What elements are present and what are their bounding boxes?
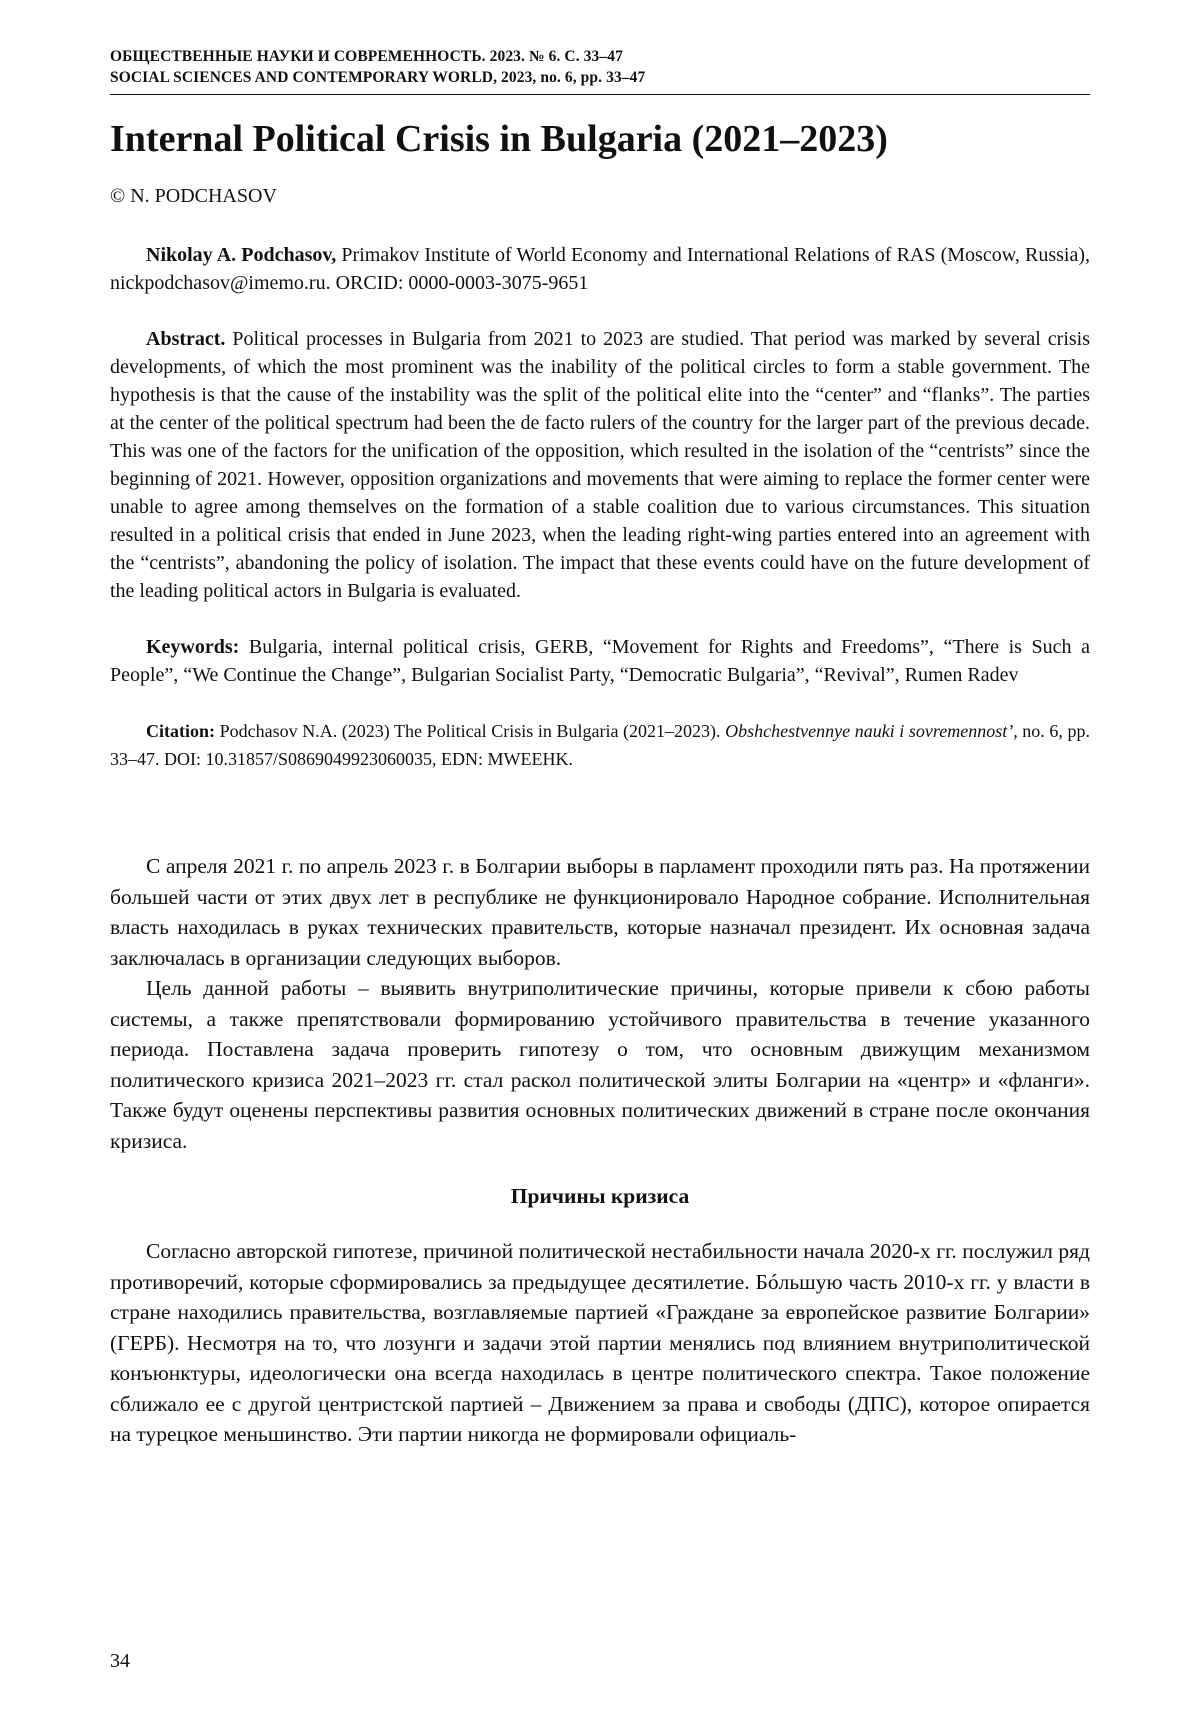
keywords-text: Bulgaria, internal political crisis, GERB, “Movement for Rights and Freedoms”, “There is Such a People”, “We Continue the Change”, Bulgarian Socialist Party, “Democratic Bulgaria”, “Revival”, Rumen Radev <box>110 636 1090 686</box>
citation-journal: Obshchestvennye nauki i sovremennost’, <box>725 721 1018 741</box>
author-info <box>110 241 1090 297</box>
section-title: Причины кризиса <box>510 1184 690 1208</box>
journal-header-en: SOCIAL SCIENCES AND CONTEMPORARY WORLD, 2023, no. 6, pp. 33–47 <box>110 69 646 86</box>
page-number: 34 <box>110 1650 130 1672</box>
citation-text-before: Podchasov N.A. (2023) The Political Crisis in Bulgaria (2021–2023). <box>215 721 726 741</box>
citation-text-after: no. 6, pp. 33–47. DOI: 10.31857/S0869049923060035, EDN: MWEEHK. <box>110 721 1091 769</box>
journal-header <box>110 46 1090 88</box>
header-rule <box>110 94 1090 95</box>
copyright-line: © N. PODCHASOV <box>110 185 277 207</box>
article-title: Internal Political Crisis in Bulgaria (2021–2023) <box>110 118 888 160</box>
abstract-text: Political processes in Bulgaria from 2021 to 2023 are studied. That period was marked by several crisis developments, of which the most prominent was the inability of the political circles to form a stable government. The hypothesis is that the cause of the instability was the split of the political elite into the “center” and “flanks”. The parties at the center of the political spectrum had been the de facto rulers of the country for the larger part of the previous decade. This was one of the factors for the unification of the opposition, which resulted in the isolation of the “centrists” since the beginning of 2021. However, opposition organizations and movements that were aiming to replace the former center were unable to agree among themselves on the formation of a stable coalition due to various circumstances. This situation resulted in a political crisis that ended in June 2023, when the leading right-wing parties entered into an agreement with the “centrists”, abandoning the policy of isolation. The impact that these events could have on the future development of the leading political actors in Bulgaria is evaluated. <box>110 328 1090 602</box>
abstract <box>110 325 1090 605</box>
author-affiliation: Primakov Institute of World Economy and International Relations of RAS (Moscow, Russia), nickpodchasov@imemo.ru. ORCID: 0000-0003-3075-9651 <box>110 244 1090 294</box>
author-name: Nikolay A. Podchasov, <box>146 244 337 266</box>
keywords-label: Keywords: <box>146 636 240 658</box>
citation <box>110 717 1090 773</box>
keywords <box>110 633 1090 689</box>
citation-label: Citation: <box>146 721 215 741</box>
body-paragraph-2: Цель данной работы – выявить внутриполитические причины, которые привели к сбою работы системы, а также препятствовали формированию устойчивого правительства в течение указанного периода. Поставлена задача проверить гипотезу о том, что основным движущим механизмом политического кризиса 2021–2023 гг. стал раскол политической элиты Болгарии на «центр» и «фланги». Также будут оценены перспективы развития основных политических движений в стране после окончания кризиса. <box>110 976 1090 1153</box>
body-paragraph-3: Согласно авторской гипотезе, причиной политической нестабильности начала 2020-х гг. послужил ряд противоречий, которые сформировались за предыдущее десятилетие. Бóльшую часть 2010-х гг. у власти в стране находились правительства, возглавляемые партией «Граждане за европейское развитие Болгарии» (ГЕРБ). Несмотря на то, что лозунги и задачи этой партии менялись под влиянием внутриполитической конъюнктуры, идеологически она всегда находилась в центре политического спектра. Такое положение сближало ее с другой центристской партией – Движением за права и свободы (ДПС), которое опирается на турецкое меньшинство. Эти партии никогда не формировали официаль- <box>110 1239 1090 1446</box>
journal-header-ru: ОБЩЕСТВЕННЫЕ НАУКИ И СОВРЕМЕННОСТЬ. 2023. № 6. С. 33–47 <box>110 48 623 65</box>
abstract-label: Abstract. <box>146 328 226 350</box>
body-paragraph-1: С апреля 2021 г. по апрель 2023 г. в Болгарии выборы в парламент проходили пять раз. На протяжении большей части от этих двух лет в республике не функционировало Народное собрание. Исполнительная власть находилась в руках технических правительств, которые назначал президент. Их основная задача заключалась в организации следующих выборов. <box>110 854 1090 970</box>
